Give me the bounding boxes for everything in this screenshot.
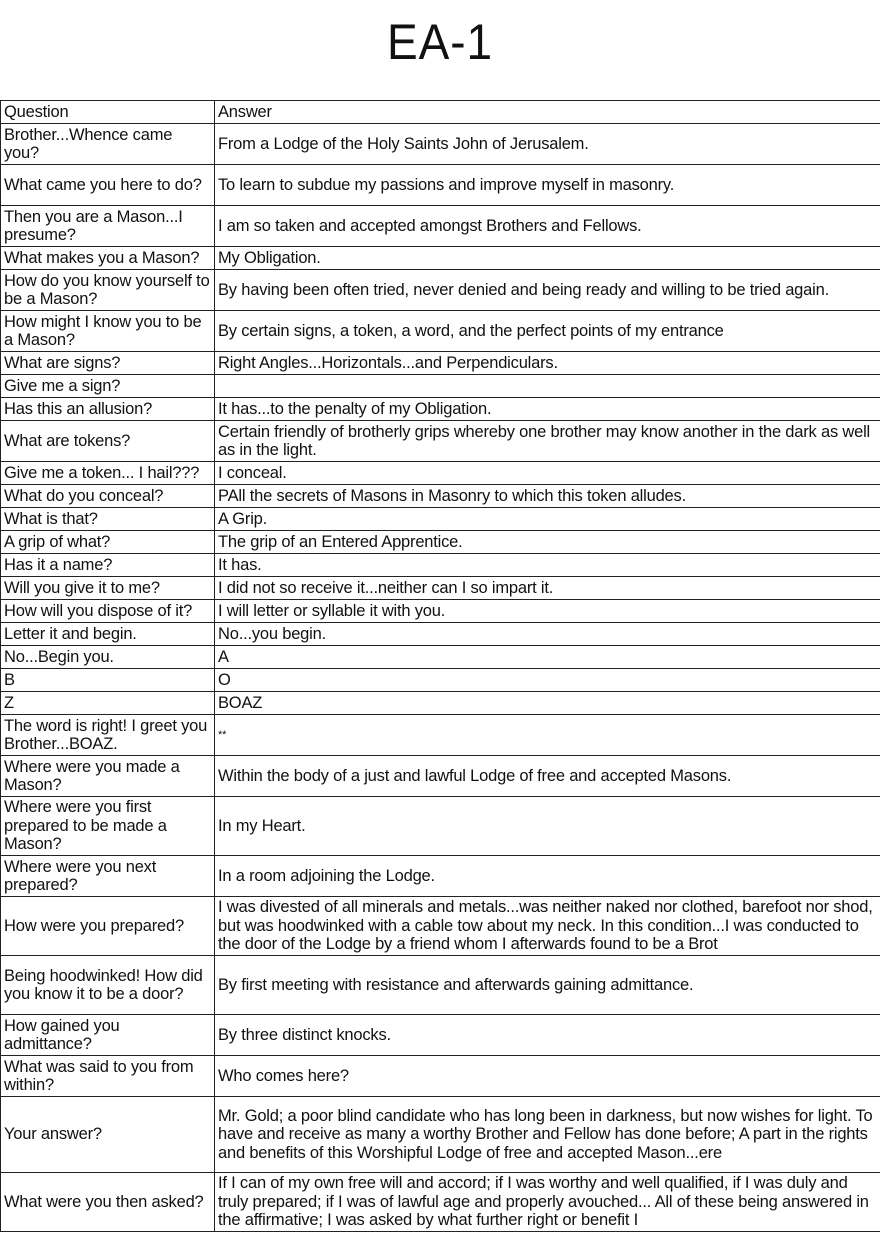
answer-cell [215,1173,880,1232]
table-row [1,311,880,352]
answer-cell: My Obligation. [215,247,880,270]
question-cell: What are signs? [1,352,215,375]
table-row [1,531,880,554]
question-cell: The word is right! I greet you Brother...BOAZ. [1,715,215,756]
question-cell: A grip of what? [1,531,215,554]
question-cell: Give me a token... I hail??? [1,462,215,485]
question-cell: How might I know you to be a Mason? [1,311,215,352]
question-cell: What was said to you from within? [1,1056,215,1097]
table-row [1,797,880,856]
answer-cell: Right Angles...Horizontals...and Perpendiculars. [215,352,880,375]
answer-cell: By three distinct knocks. [215,1015,880,1056]
table-row [1,206,880,247]
table-row [1,375,880,398]
table-row [1,270,880,311]
answer-cell: It has...to the penalty of my Obligation. [215,398,880,421]
question-cell: How gained you admittance? [1,1015,215,1056]
question-cell: What are tokens? [1,421,215,462]
answer-text: I was divested of all minerals and metals...was neither naked nor clothed, barefoot nor shod, but was hoodwinked with a cable tow about my neck. In this condition...I was conducted to the door of the Lodge by a friend whom I afterwards found to be a Brot [218,898,873,954]
answer-cell: Certain friendly of brotherly grips whereby one brother may know another in the dark as well as in the light. [215,421,880,462]
answer-cell: By having been often tried, never denied and being ready and willing to be tried again. [215,270,880,311]
answer-cell: To learn to subdue my passions and improve myself in masonry. [215,165,880,206]
answer-cell: A Grip. [215,508,880,531]
table-row [1,1015,880,1056]
answer-cell: Within the body of a just and lawful Lodge of free and accepted Masons. [215,756,880,797]
question-cell: Then you are a Mason...I presume? [1,206,215,247]
table-row [1,1056,880,1097]
answer-cell: BOAZ [215,692,880,715]
question-cell: Has this an allusion? [1,398,215,421]
answer-cell: Who comes here? [215,1056,880,1097]
table-row [1,421,880,462]
question-cell: Z [1,692,215,715]
table-row [1,462,880,485]
table-row [1,577,880,600]
answer-cell: From a Lodge of the Holy Saints John of Jerusalem. [215,124,880,165]
table-header-row [1,101,880,124]
question-cell: What makes you a Mason? [1,247,215,270]
question-cell: Being hoodwinked! How did you know it to be a door? [1,956,215,1015]
table-row [1,756,880,797]
answer-cell: It has. [215,554,880,577]
answer-cell: In my Heart. [215,797,880,856]
table-row [1,715,880,756]
answer-cell: The grip of an Entered Apprentice. [215,531,880,554]
answer-cell: Mr. Gold; a poor blind candidate who has long been in darkness, but now wishes for light. To have and receive as many a worthy Brother and Fellow has done before; A part in the rights and benefits of this Worshipful Lodge of free and accepted Mason...ere [215,1097,880,1173]
question-cell: Letter it and begin. [1,623,215,646]
question-cell: Where were you next prepared? [1,856,215,897]
answer-cell: I am so taken and accepted amongst Brothers and Fellows. [215,206,880,247]
table-row [1,956,880,1015]
table-row [1,554,880,577]
qa-table [0,100,880,1232]
answer-cell: By certain signs, a token, a word, and the perfect points of my entrance [215,311,880,352]
table-row [1,247,880,270]
table-row [1,1097,880,1173]
question-cell: Give me a sign? [1,375,215,398]
table-row [1,398,880,421]
question-cell: B [1,669,215,692]
question-cell: Where were you made a Mason? [1,756,215,797]
question-cell: How do you know yourself to be a Mason? [1,270,215,311]
column-header-answer: Answer [215,101,880,124]
question-cell: Your answer? [1,1097,215,1173]
table-row [1,623,880,646]
table-row [1,646,880,669]
answer-cell: In a room adjoining the Lodge. [215,856,880,897]
answer-text: If I can of my own free will and accord; if I was worthy and well qualified, if I was duly and truly prepared; if I was of lawful age and properly avouched... All of these being answered in the affirmative; I was asked by what further right or benefit I [218,1174,869,1230]
question-cell: How were you prepared? [1,897,215,956]
answer-cell [215,375,880,398]
answer-cell: PAll the secrets of Masons in Masonry to which this token alludes. [215,485,880,508]
answer-cell: I will letter or syllable it with you. [215,600,880,623]
document-title: EA-1 [387,14,493,70]
answer-cell: By first meeting with resistance and afterwards gaining admittance. [215,956,880,1015]
answer-cell: I did not so receive it...neither can I so impart it. [215,577,880,600]
question-cell: How will you dispose of it? [1,600,215,623]
question-cell: What do you conceal? [1,485,215,508]
answer-cell: I conceal. [215,462,880,485]
question-cell: Will you give it to me? [1,577,215,600]
table-row [1,508,880,531]
table-row [1,600,880,623]
table-row [1,1173,880,1232]
answer-cell: O [215,669,880,692]
answer-cell: ** [215,715,880,756]
question-cell: Has it a name? [1,554,215,577]
question-cell: What were you then asked? [1,1173,215,1232]
question-cell: What came you here to do? [1,165,215,206]
table-row [1,165,880,206]
table-row [1,856,880,897]
answer-cell: A [215,646,880,669]
table-row [1,692,880,715]
table-row [1,485,880,508]
table-row [1,669,880,692]
column-header-question: Question [1,101,215,124]
question-cell: Brother...Whence came you? [1,124,215,165]
question-cell: No...Begin you. [1,646,215,669]
question-cell: What is that? [1,508,215,531]
table-row [1,124,880,165]
answer-cell: No...you begin. [215,623,880,646]
answer-cell [215,897,880,956]
question-cell: Where were you first prepared to be made a Mason? [1,797,215,856]
table-row [1,352,880,375]
table-row [1,897,880,956]
